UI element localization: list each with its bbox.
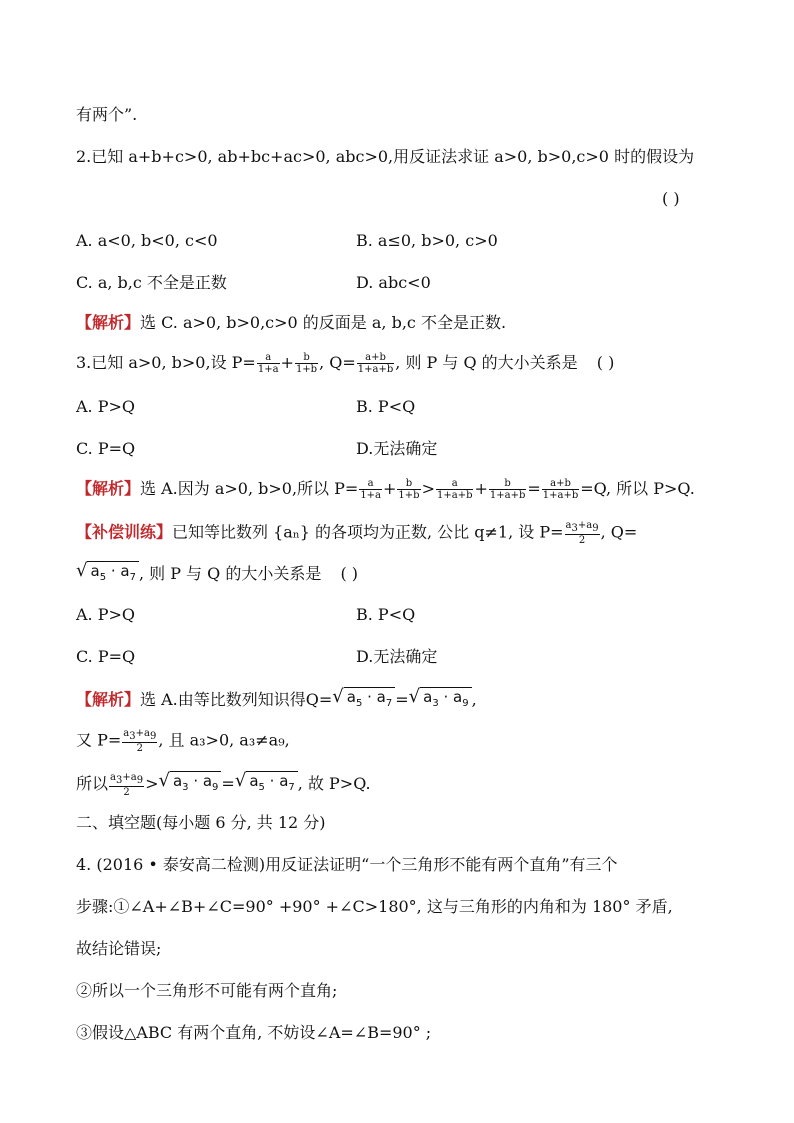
supplementary-tag: 【补偿训练】 xyxy=(76,522,173,542)
supplementary-question-line2 xyxy=(76,560,358,589)
option-d: D.无法确定 xyxy=(356,439,438,458)
option-c: C. P=Q xyxy=(76,439,136,458)
solution-3: 【解析】选 A.因为 a>0, b>0,所以 P= $\frac{a}{1+a}$ + $\frac{b}{1+b}$ > $\frac{a}{1+a+b}$ + $\frac{b}{1+a+b}$ = $\frac{a+b}{1+a+b}$ =Q, 所以 P>Q. xyxy=(76,478,695,501)
solution-text: 选 C. a>0, b>0,c>0 的反面是 a, b,c 不全是正数. xyxy=(140,313,507,332)
q3-text: , Q= xyxy=(319,353,356,372)
solution-tag: 【解析】 xyxy=(76,479,141,498)
question-3: 3.已知 a>0, b>0,设 P= $\frac{a}{1+a}$ + $\frac{b}{1+b}$ , Q= $\frac{a+b}{1+a+b}$ , 则 P 与 Q 的大小关系是 ( ) xyxy=(76,352,615,375)
answer-bracket: ( ) xyxy=(662,189,680,208)
option-a: A. a<0, b<0, c<0 xyxy=(76,231,218,250)
fraction: $\frac{a}{1+a}$ xyxy=(257,352,279,375)
solution-tag: 【解析】 xyxy=(76,690,141,709)
option-d: D.无法确定 xyxy=(356,647,438,666)
solution-text: 选 A.因为 a>0, b>0,所以 P= xyxy=(140,479,359,498)
question-4: 4. (2016 • 泰安高二检测)用反证法证明“一个三角形不能有两个直角”有三个 xyxy=(76,855,618,874)
option-b: B. P<Q xyxy=(356,397,416,416)
solution-text: 选 A.由等比数列知识得Q= xyxy=(140,690,333,709)
q3-text: 3.已知 a>0, b>0,设 P= xyxy=(76,353,256,372)
supplementary-text: 已知等比数列 {aₙ} 的各项均为正数, 公比 q≠1, 设 P= xyxy=(172,522,564,542)
question-4-step3: ③假设△ABC 有两个直角, 不妨设∠A=∠B=90° ; xyxy=(76,1023,432,1042)
solution-2 xyxy=(76,312,506,334)
fraction: $\frac{a+b}{1+a+b}$ xyxy=(357,352,394,375)
question-4-step2: ②所以一个三角形不可能有两个直角; xyxy=(76,981,338,1000)
answer-bracket: ( ) xyxy=(340,564,359,583)
text-line: 有两个”. xyxy=(76,105,138,124)
supplementary-text: , Q= xyxy=(600,522,638,542)
sqrt-expression: √ $a_5 \cdot a_7$ xyxy=(76,560,139,589)
supplementary-solution-line3: 所以 $\frac{a_3+a_9}{2}$ >√ $a_3 \cdot a_9$ =√ $a_5 \cdot a_7$ , 故 P>Q. xyxy=(76,770,371,798)
solution-text: =Q, 所以 P>Q. xyxy=(580,479,695,498)
option-a: A. P>Q xyxy=(76,605,136,624)
solution-text: , 故 P>Q. xyxy=(297,774,371,793)
solution-text: 又 P= xyxy=(76,730,122,750)
question-2: 2.已知 a+b+c>0, ab+bc+ac>0, abc>0,用反证法求证 a>0, b>0,c>0 时的假设为 xyxy=(76,147,695,166)
question-4-line2: 步骤:①∠A+∠B+∠C=90° +90° +∠C>180°, 这与三角形的内角和为 180° 矛盾, xyxy=(76,897,673,916)
supplementary-text: , 则 P 与 Q 的大小关系是 xyxy=(138,564,322,583)
section-heading: 二、填空题(每小题 6 分, 共 12 分) xyxy=(76,813,326,832)
solution-tag: 【解析】 xyxy=(76,313,141,332)
solution-text: 所以 xyxy=(76,774,109,793)
q3-text: , 则 P 与 Q 的大小关系是 xyxy=(395,353,578,372)
option-b: B. P<Q xyxy=(356,605,416,624)
answer-bracket: ( ) xyxy=(596,353,615,372)
option-c: C. P=Q xyxy=(76,647,136,666)
option-b: B. a≤0, b>0, c>0 xyxy=(356,231,498,250)
question-4-line3: 故结论错误; xyxy=(76,939,162,958)
supplementary-solution: 【解析】选 A.由等比数列知识得Q=√ $a_5 \cdot a_7$ =√ $a_3 \cdot a_9$ , xyxy=(76,686,477,709)
supplementary-question: 【补偿训练】已知等比数列 {aₙ} 的各项均为正数, 公比 q≠1, 设 P= $\frac{a_3+a_9}{2}$ , Q= xyxy=(76,520,638,546)
solution-text: , 且 a₃>0, a₃≠a₉, xyxy=(158,730,290,750)
supplementary-solution-line2: 又 P= $\frac{a_3+a_9}{2}$ , 且 a₃>0, a₃≠a₉, xyxy=(76,728,290,754)
option-c: C. a, b,c 不全是正数 xyxy=(76,273,227,292)
option-a: A. P>Q xyxy=(76,397,136,416)
option-d: D. abc<0 xyxy=(356,273,431,292)
fraction: $\frac{b}{1+b}$ xyxy=(295,352,318,375)
